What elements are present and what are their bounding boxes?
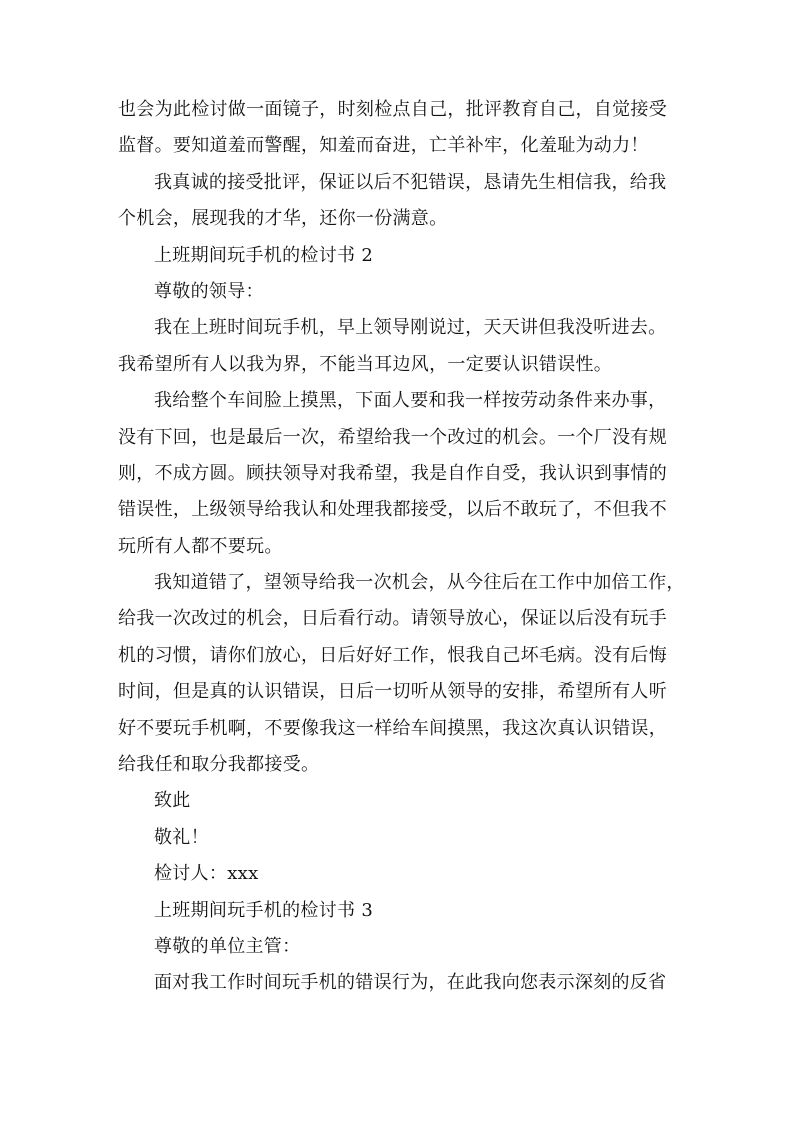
paragraph-line: 我在上班时间玩手机，早上领导刚说过，天天讲但我没听进去。 (154, 317, 667, 339)
salutation: 尊敬的单位主管： (154, 935, 301, 957)
paragraph-line: 我知道错了，望领导给我一次机会，从今往后在工作中加倍工作， (154, 572, 685, 594)
text-line: 个机会，展现我的才华，还你一份满意。 (118, 208, 448, 230)
text-line: 错误性，上级领导给我认和处理我都接受，以后不敢玩了，不但我不 (118, 499, 667, 521)
paragraph-line: 我真诚的接受批评，保证以后不犯错误，恳请先生相信我，给我 (154, 171, 667, 193)
section-heading: 上班期间玩手机的检讨书 2 (154, 244, 374, 266)
signature-line: 检讨人：xxx (154, 863, 259, 885)
closing-line: 致此 (154, 790, 191, 812)
text-line: 给我任和取分我都接受。 (118, 754, 320, 776)
text-line: 玩所有人都不要玩。 (118, 535, 283, 557)
text-line: 机的习惯，请你们放心，日后好好工作，恨我自己坏毛病。没有后悔 (118, 644, 667, 666)
text-line: 监督。要知道羞而警醒，知羞而奋进，亡羊补牢，化羞耻为动力！ (118, 135, 649, 157)
text-line: 则，不成方圆。顾扶领导对我希望，我是自作自受，我认识到事情的 (118, 462, 667, 484)
paragraph-line: 面对我工作时间玩手机的错误行为，在此我向您表示深刻的反省 (154, 972, 667, 994)
text-line: 没有下回，也是最后一次，希望给我一个改过的机会。一个厂没有规 (118, 426, 667, 448)
text-line: 我希望所有人以我为界，不能当耳边风，一定要认识错误性。 (118, 353, 613, 375)
closing-line: 敬礼！ (154, 826, 209, 848)
paragraph-line: 我给整个车间脸上摸黑，下面人要和我一样按劳动条件来办事， (154, 390, 667, 412)
salutation: 尊敬的领导： (154, 280, 264, 302)
text-line: 好不要玩手机啊，不要像我这一样给车间摸黑，我这次真认识错误， (118, 717, 667, 739)
section-heading: 上班期间玩手机的检讨书 3 (154, 899, 374, 921)
text-line: 也会为此检讨做一面镜子，时刻检点自己，批评教育自己，自觉接受 (118, 99, 667, 120)
text-line: 给我一次改过的机会，日后看行动。请领导放心，保证以后没有玩手 (118, 608, 667, 630)
text-line: 时间，但是真的认识错误，日后一切听从领导的安排，希望所有人听 (118, 681, 667, 703)
document-page (118, 92, 684, 1002)
